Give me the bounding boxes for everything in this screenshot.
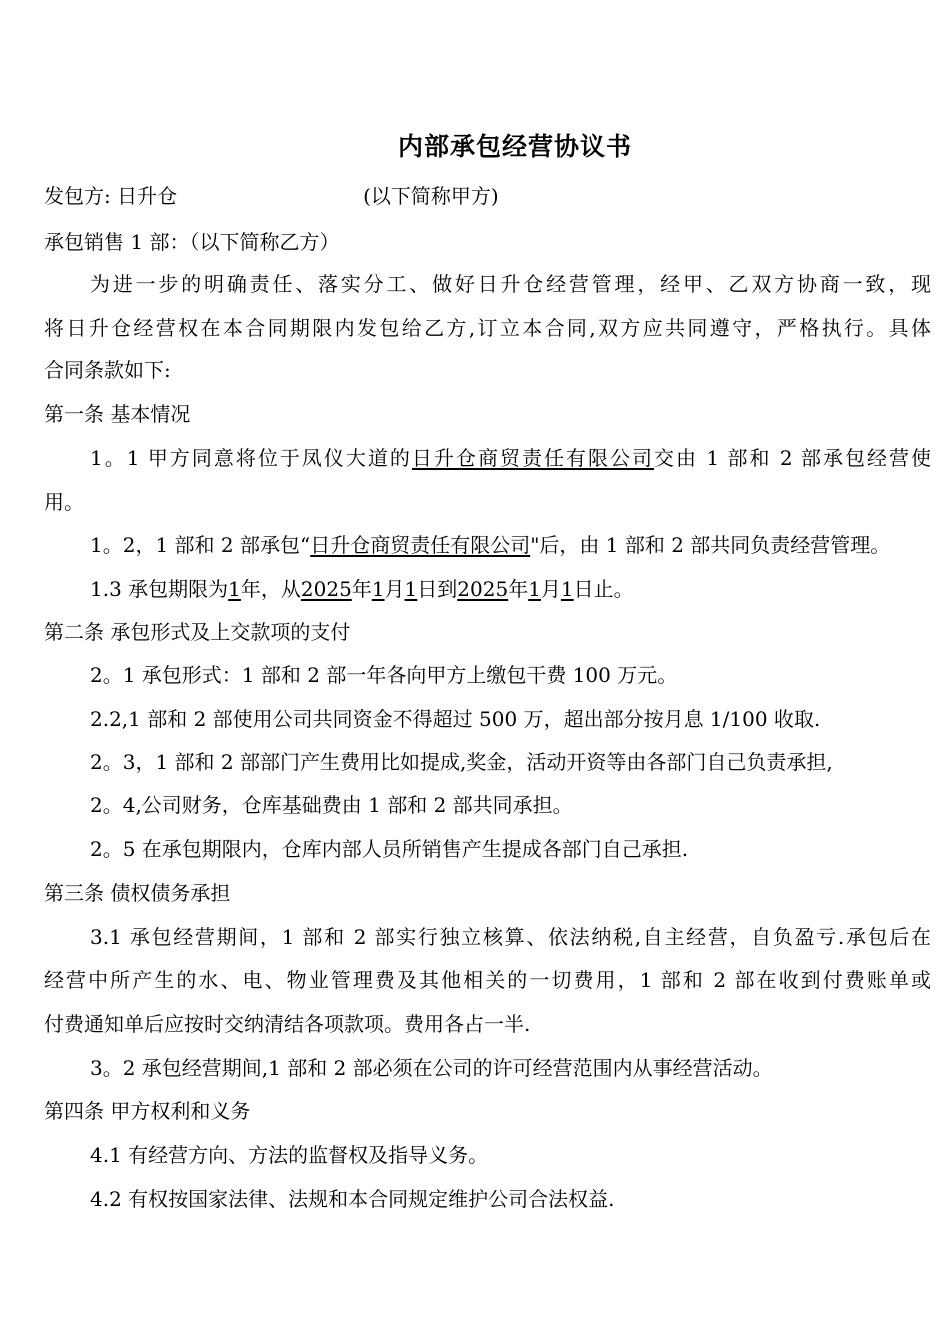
intro-line-3: 合同条款如下:: [44, 358, 171, 382]
clause-text: 1.3 承包期限为: [90, 577, 229, 601]
clause-2-3: 2。3，1 部和 2 部部门产生费用比如提成,奖金，活动开资等由各部门自己负责承担,: [90, 750, 833, 774]
start-month: 1: [371, 577, 385, 601]
clause-4-2: 4.2 有权按国家法律、法规和本合同规定维护公司合法权益.: [90, 1187, 615, 1211]
end-month: 1: [528, 577, 541, 601]
clause-text: 日到: [417, 577, 458, 601]
clause-1-1-pre: 1。1 甲方同意将位于凤仪大道的: [90, 446, 412, 470]
intro-line-1: 为进一步的明确责任、落实分工、做好日升仓经营管理，经甲、乙双方协商一致，现: [90, 272, 931, 296]
clause-3-2: 3。2 承包经营期间,1 部和 2 部必须在公司的许可经营范围内从事经营活动。: [90, 1056, 773, 1080]
clause-1-1: [90, 444, 931, 472]
clause-text: 年: [351, 577, 372, 601]
article-1-heading: 第一条 基本情况: [44, 402, 191, 426]
clause-3-1-line-2: 经营中所产生的水、电、物业管理费及其他相关的一切费用，1 部和 2 部在收到付费账单或: [44, 968, 931, 992]
clause-text: 月: [540, 577, 561, 601]
article-4-heading: 第四条 甲方权利和义务: [44, 1099, 251, 1123]
clause-1-2: [90, 531, 890, 559]
clause-3-1: 3.1 承包经营期间，1 部和 2 部实行独立核算、依法纳税,自主经营，自负盈亏.承包后在: [90, 925, 931, 949]
party-b-line: 承包销售 1 部：（以下简称乙方）: [44, 230, 340, 254]
term-years: 1: [228, 577, 241, 601]
clause-3-1-line-3: 付费通知单后应按时交纳清结各项款项。费用各占一半.: [44, 1012, 531, 1036]
intro-line-2: 将日升仓经营权在本合同期限内发包给乙方,订立本合同,双方应共同遵守，严格执行。具体: [44, 316, 931, 340]
company-name: 日升仓商贸责任有限公司: [411, 446, 655, 470]
clause-1-1-post: 交由 1 部和 2 部承包经营使: [654, 446, 931, 470]
document-title: 内部承包经营协议书: [397, 132, 632, 161]
clause-2-1: 2。1 承包形式：1 部和 2 部一年各向甲方上缴包干费 100 万元。: [90, 663, 678, 687]
clause-2-5: 2。5 在承包期限内，仓库内部人员所销售产生提成各部门自己承担.: [90, 837, 689, 861]
article-2-heading: 第二条 承包形式及上交款项的支付: [44, 620, 351, 644]
clause-4-1: 4.1 有经营方向、方法的监督权及指导义务。: [90, 1143, 489, 1167]
clause-1-1-continued: 用。: [44, 490, 84, 514]
party-a-note: (以下简称甲方): [363, 184, 499, 208]
clause-text: 年，从: [240, 577, 301, 601]
clause-2-2: 2.2,1 部和 2 部使用公司共同资金不得超过 500 万，超出部分按月息 1/100 收取.: [90, 707, 821, 731]
clause-2-4: 2。4,公司财务，仓库基础费由 1 部和 2 部共同承担。: [90, 793, 573, 817]
clause-1-2-pre: 1。2，1 部和 2 部承包“: [90, 533, 311, 557]
clause-text: 日止。: [573, 577, 634, 601]
clause-text: 年: [508, 577, 529, 601]
clause-1-3: [90, 575, 634, 603]
start-year: 2025: [300, 577, 352, 601]
clause-text: 月: [384, 577, 405, 601]
company-name: 日升仓商贸责任有限公司: [310, 533, 531, 557]
article-3-heading: 第三条 债权债务承担: [44, 881, 231, 905]
end-day: 1: [560, 577, 574, 601]
end-year: 2025: [457, 577, 509, 601]
start-day: 1: [404, 577, 418, 601]
party-a-line: [44, 182, 499, 210]
clause-1-2-post: "后，由 1 部和 2 部共同负责经营管理。: [530, 533, 891, 557]
party-a-label: 发包方: 日升仓: [44, 184, 178, 208]
